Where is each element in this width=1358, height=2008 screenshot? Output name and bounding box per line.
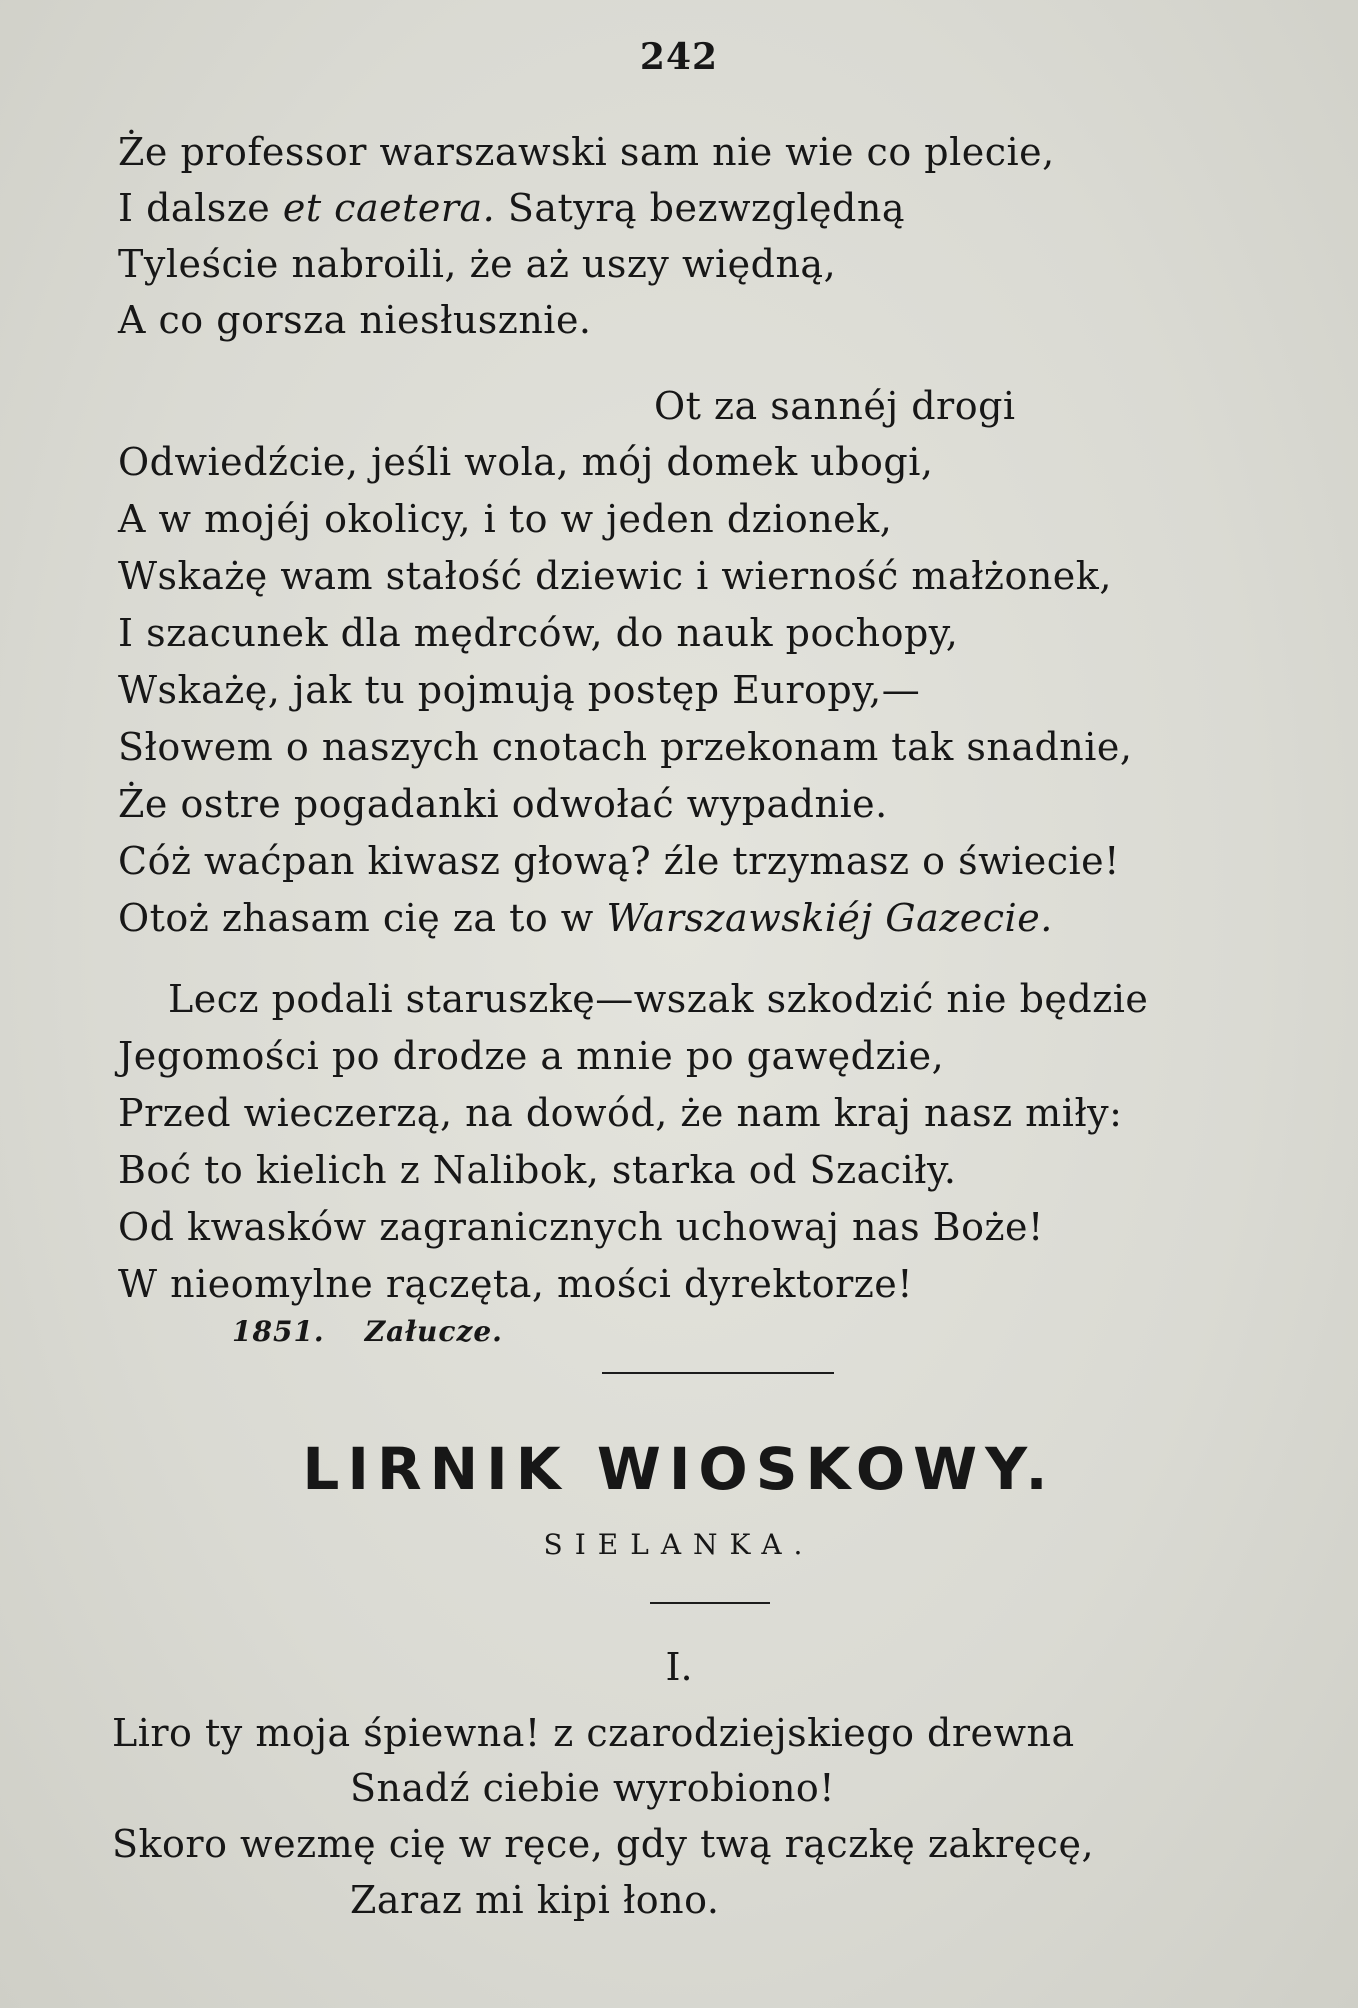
verse-line: A w mojéj okolicy, i to w jeden dzionek, xyxy=(118,497,893,541)
verse-line: Boć to kielich z Nalibok, starka od Szaciły. xyxy=(118,1148,957,1192)
verse-line: Liro ty moja śpiewna! z czarodziejskiego drewna xyxy=(112,1711,1075,1755)
verse-line: Zaraz mi kipi łono. xyxy=(350,1878,720,1922)
verse-line: Przed wieczerzą, na dowód, że nam kraj nasz miły: xyxy=(118,1091,1123,1135)
italic-phrase: Warszawskiéj Gazecie. xyxy=(606,896,1053,940)
verse-line: W nieomylne rączęta, mości dyrektorze! xyxy=(118,1262,914,1306)
verse-line: Wskażę wam stałość dziewic i wierność małżonek, xyxy=(118,554,1112,598)
colophon-place: Załucze. xyxy=(364,1315,503,1348)
colophon-year: 1851. xyxy=(232,1315,325,1348)
italic-phrase: et caetera. xyxy=(282,186,496,230)
page-number: 242 xyxy=(639,36,719,78)
verse-text: I dalsze xyxy=(118,186,271,230)
verse-line: I szacunek dla mędrców, do nauk pochopy, xyxy=(118,611,959,655)
verse-line: Od kwasków zagranicznych uchowaj nas Boże! xyxy=(118,1205,1044,1249)
verse-text: Satyrą bezwzględną xyxy=(507,186,905,230)
verse-line: Słowem o naszych cnotach przekonam tak snadnie, xyxy=(118,725,1133,769)
verse-line: Odwiedźcie, jeśli wola, mój domek ubogi, xyxy=(118,440,934,484)
verse-line: Że ostre pogadanki odwołać wypadnie. xyxy=(118,782,888,826)
section-numeral: I. xyxy=(665,1645,693,1689)
section-divider xyxy=(602,1372,834,1374)
title-divider xyxy=(650,1602,770,1604)
verse-line: Skoro wezmę cię w ręce, gdy twą rączkę zakręcę, xyxy=(112,1822,1095,1866)
verse-line: Cóż waćpan kiwasz głową? źle trzymasz o świecie! xyxy=(118,839,1120,883)
verse-text: Otoż zhasam cię za to w xyxy=(118,896,594,940)
verse-line xyxy=(118,896,1053,940)
verse-line xyxy=(118,186,905,230)
verse-line: Wskażę, jak tu pojmują postęp Europy,— xyxy=(118,668,921,712)
poem-subtitle: SIELANKA. xyxy=(543,1528,815,1561)
colophon xyxy=(232,1315,503,1348)
verse-line: A co gorsza niesłusznie. xyxy=(118,298,592,342)
verse-line: Lecz podali staruszkę—wszak szkodzić nie będzie xyxy=(168,977,1149,1021)
verse-line: Snadź ciebie wyrobiono! xyxy=(350,1766,836,1810)
verse-line: Tyleście nabroili, że aż uszy więdną, xyxy=(118,242,837,286)
verse-line: Że professor warszawski sam nie wie co plecie, xyxy=(118,130,1055,174)
verse-line: Jegomości po drodze a mnie po gawędzie, xyxy=(118,1034,945,1078)
poem-title: LIRNIK WIOSKOWY. xyxy=(302,1435,1056,1503)
verse-line: Ot za sannéj drogi xyxy=(654,384,1016,428)
